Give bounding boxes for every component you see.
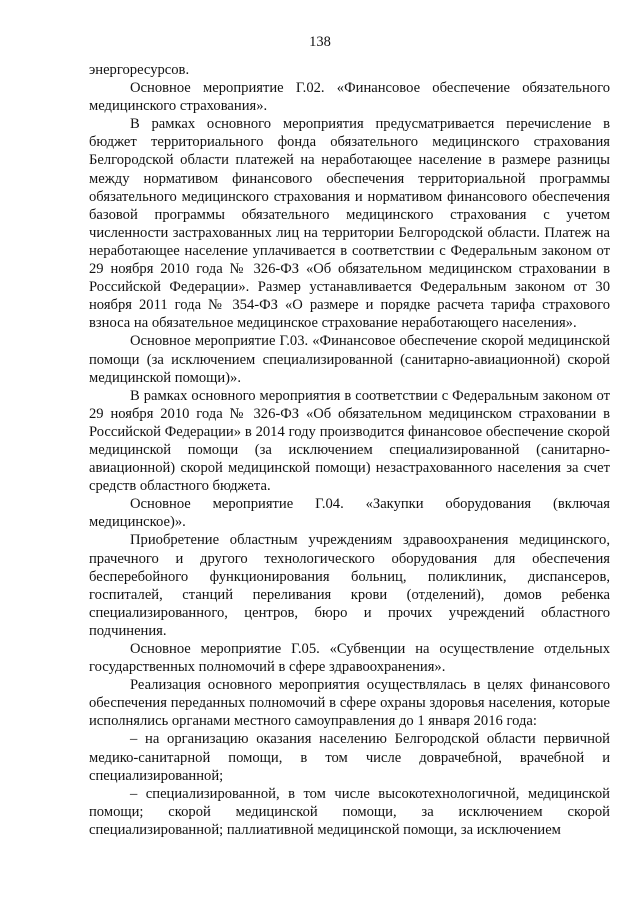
document-body <box>89 61 610 839</box>
paragraph-g03-heading: Основное мероприятие Г.03. «Финансовое обеспечение скорой медицинской помощи (за исключением специализированной (санитарно-авиационной) скорой медицинской помощи)». <box>89 333 610 386</box>
paragraph-continuation: энергоресурсов. <box>89 62 190 78</box>
paragraph-g02-heading: Основное мероприятие Г.02. «Финансовое обеспечение обязательного медицинского страхования». <box>89 80 610 115</box>
paragraph-g05-description: Реализация основного мероприятия осуществлялась в целях финансового обеспечения переданных полномочий в сфере охраны здоровья населения, которые исполнялись органами местного самоуправления до 1 января 2016 года: <box>89 677 610 730</box>
page-number: 138 <box>309 34 331 50</box>
paragraph-g05-heading: Основное мероприятие Г.05. «Субвенции на осуществление отдельных государственных полномочий в сфере здравоохранения». <box>89 641 610 676</box>
paragraph-g04-description: Приобретение областным учреждениям здравоохранения медицинского, прачечного и другого технологического оборудования для обеспечения бесперебойного функционирования больниц, поликлиник, диспансеров, госпиталей, станций переливания крови (отделений), домов ребенка специализированного, центров, бюро и прочих учреждений областного подчинения. <box>89 532 610 639</box>
paragraph-g04-heading: Основное мероприятие Г.04. «Закупки оборудования (включая медицинское)». <box>89 496 610 531</box>
paragraph-g03-description: В рамках основного мероприятия в соответствии с Федеральным законом от 29 ноября 2010 года № 326-ФЗ «Об обязательном медицинском страховании в Российской Федерации» в 2014 году производится финансовое обеспечение скорой медицинской помощи (за исключением специализированной (санитарно-авиационной) скорой медицинской помощи) незастрахованного населения за счет средств областного бюджета. <box>89 387 610 495</box>
paragraph-g02-description: В рамках основного мероприятия предусматривается перечисление в бюджет территориального фонда обязательного медицинского страхования Белгородской области платежей на неработающее население в размере разницы между нормативом финансового обеспечения территориальной программы обязательного медицинского страхования и нормативом финансового обеспечения базовой программы обязательного медицинского страхования с учетом численности застрахованных лиц на территории Белгородской области. Платеж на неработающее население уплачивается в соответствии с Федеральным законом от 29 ноября 2010 года № 326-ФЗ «Об обязательном медицинском страховании в Российской Федерации». Размер устанавливается Федеральным законом от 30 ноября 2011 года № 354-ФЗ «О размере и порядке расчета тарифа страхового взноса на обязательное медицинское страхование неработающего населения». <box>89 116 610 332</box>
list-item-primary-care: – на организацию оказания населению Белгородской области первичной медико-санитарной помощи, в том числе доврачебной, врачебной и специализированной; <box>89 731 610 784</box>
list-item-specialized-care: – специализированной, в том числе высокотехнологичной, медицинской помощи; скорой медицинской помощи, за исключением скорой специализированной; паллиативной медицинской помощи, за исключением <box>89 785 610 838</box>
